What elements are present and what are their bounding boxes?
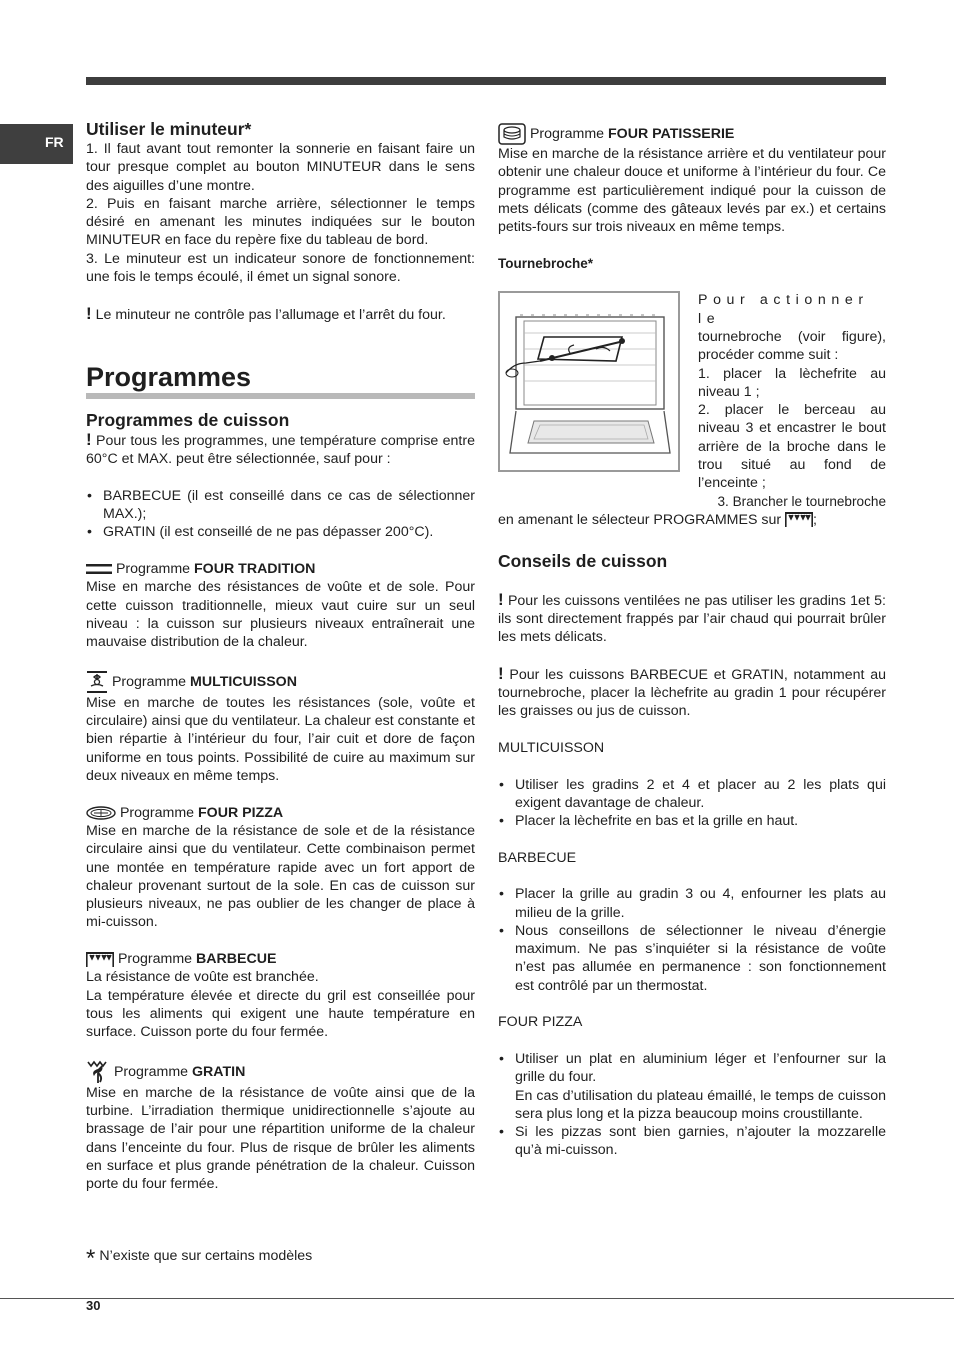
cuisson-bullets [86,487,475,542]
gratin-heading: Programme GRATIN [86,1060,475,1084]
timer-step-3: 3. Le minuteur est un indicateur sonore de fonctionnement: une fois le temps écoulé, il émet un signal sonore. [86,250,475,286]
warning-mark: ! [86,429,92,449]
pizza-text: Mise en marche de la résistance de sole et de la résistance circulaire ainsi que du ventilateur. Cette combinaison permet une montée en température rapide avec un fort apport de chaleur provenant surtout de la sole. En cas de cuisson sur plusieurs niveaux, ne pas oublier de les changer de place à mi-cuisson. [86,822,475,931]
conseils-title: Conseils de cuisson [498,551,668,572]
footnote-star: * [86,1245,96,1272]
timer-title: Utiliser le minuteur* [86,119,252,139]
page-number: 30 [86,1298,101,1313]
multi-label: MULTICUISSON [498,739,605,756]
header-bar [86,77,886,85]
multicuisson-icon [86,670,108,694]
list-item: • Si les pizzas sont bien garnies, n’ajouter la mozzarelle qu’à mi-cuisson. [499,1124,886,1159]
pizza-bullets [498,1050,886,1160]
list-item: • Utiliser les gradins 2 et 4 et placer au 2 les plats qui exigent davantage de chaleur. [499,776,886,811]
list-item: • Placer la grille au gradin 3 ou 4, enfourner les plats au milieu de la grille. [499,886,886,921]
cuisson-intro: ! Pour tous les programmes, une température comprise entre 60°C et MAX. peut être sélectionnée, sauf pour : [86,429,475,468]
four-patisserie-icon [498,123,526,145]
tournebroche-step-1: 1. placer la lèchefrite au niveau 1 ; [698,365,886,400]
timer-note: ! Le minuteur ne contrôle pas l’allumage et l’arrêt du four. [86,303,446,323]
warning-mark: ! [86,303,92,323]
tournebroche-step-3: 3. Brancher le tournebroche [717,493,886,509]
language-tab: FR [0,124,73,164]
tournebroche-title: Tournebroche* [498,255,594,271]
pizza-label: FOUR PIZZA [498,1014,583,1031]
left-column [86,118,475,1194]
four-tradition-icon [86,563,112,575]
tournebroche-step-3-cont: en amenant le sélecteur PROGRAMMES sur ; [498,511,886,532]
right-column [498,118,886,1160]
tournebroche-step-2: 2. placer le berceau au niveau 3 et encastrer le bout arrière de la broche dans le trou situé au fond de l’enceinte ; [698,402,886,492]
tournebroche-line-1: Pour actionner le [698,292,869,327]
timer-step-1: 1. Il faut avant tout remonter la sonnerie en faisant faire un tour presque complet au bouton MINUTEUR dans le sens des aiguilles d’une montre. [86,141,475,194]
barbecue-heading: Programme BARBECUE [86,950,475,968]
patisserie-text: Mise en marche de la résistance arrière et du ventilateur pour obtenir une chaleur douce et uniforme à l’intérieur du four. Ce programme est particulièrement indiqué pour la cuisson de mets délicats (comme des gâteaux levés par ex.) et certains petits-fours sur trois niveaux en même temps. [498,146,886,236]
programmes-title: Programmes [86,362,475,399]
multi-heading: Programme MULTICUISSON [86,670,475,694]
tournebroche-section [498,291,886,532]
list-item: • Nous conseillons de sélectionner le niveau d’énergie maximum. Ne pas s’inquiéter si la résistance de voûte n’est pas allumée en permanence : son fonctionnement est contrôlé par un thermostat. [499,922,886,994]
four-pizza-icon [86,806,116,820]
conseil-2: ! Pour les cuissons BARBECUE et GRATIN, notamment au tournebroche, placer la lèchefrite au gradin 1 pour récupérer les graisses ou jus de cuisson. [498,663,886,720]
barbecue-icon [86,951,114,967]
barbecue-text-1: La résistance de voûte est branchée. [86,969,319,986]
patisserie-heading: Programme FOUR PATISSERIE [498,123,886,145]
barbecue-icon [785,511,813,532]
gratin-text: Mise en marche de la résistance de voûte ainsi que de la turbine. L’irradiation thermique unidirectionnelle s’ajoute au brassage de l’air pour une répartition uniforme de la chaleur dans l’enceinte du four. Plus de risque de brûler les aliments en surface et plus grande pénétration de la chaleur. Cuisson porte du four fermée. [86,1084,475,1193]
list-item: • GRATIN (il est conseillé de ne pas dépasser 200°C). [87,524,434,541]
footnote: * N’existe que sur certains modèles [86,1245,313,1272]
tradition-text: Mise en marche des résistances de voûte et de sole. Pour cette cuisson traditionnelle, mieux vaut cuire sur un seul niveau : la cuisson sur plusieurs niveaux entraînerait une mauvaise distribution de la chaleur. [86,579,475,651]
barbecue-text-2: La température élevée et directe du gril est conseillée pour tous les aliments qui exigent une haute température en surface. Cuisson porte du four fermée. [86,987,475,1041]
timer-step-2: 2. Puis en faisant marche arrière, sélectionner le temps désiré en amenant les minutes indiquées sur le bouton MINUTEUR en face du repère fixe du tableau de bord. [86,195,475,249]
pizza-heading: Programme FOUR PIZZA [86,804,475,822]
tradition-heading: Programme FOUR TRADITION [86,560,475,578]
tournebroche-figure [498,291,680,472]
cuisson-title: Programmes de cuisson [86,409,290,430]
gratin-icon [86,1060,110,1084]
multi-text: Mise en marche de toutes les résistances (sole, voûte et circulaire) ainsi que du ventilateur. La chaleur est constante et bien répartie à l’intérieur du four, l’air cuit et dore de façon uniforme en tous points. Possibilité de cuire au maximum sur deux niveaux en même temps. [86,694,475,785]
footer-rule [0,1298,954,1299]
warning-mark: ! [498,589,504,609]
multi-bullets [498,776,886,831]
oven-illustration [500,293,678,470]
tournebroche-intro: tournebroche (voir figure), procéder comme suit : [698,328,886,364]
barbecue-label: BARBECUE [498,849,577,866]
warning-mark: ! [498,663,504,683]
list-item: • BARBECUE (il est conseillé dans ce cas de sélectionner MAX.); [87,487,475,523]
list-item: • Placer la lèchefrite en bas et la grille en haut. [499,813,799,830]
conseil-1: ! Pour les cuissons ventilées ne pas utiliser les gradins 1et 5: ils sont directement frappés par l’air chaud qui pourrait brûler les mets délicats. [498,589,886,646]
barbecue-bullets [498,885,886,995]
list-item: • Utiliser un plat en aluminium léger et l’enfourner sur la grille du four. En cas d’utilisation du plateau émaillé, le temps de cuisson sera plus long et la pizza beaucoup moins croustillante. [499,1050,886,1122]
